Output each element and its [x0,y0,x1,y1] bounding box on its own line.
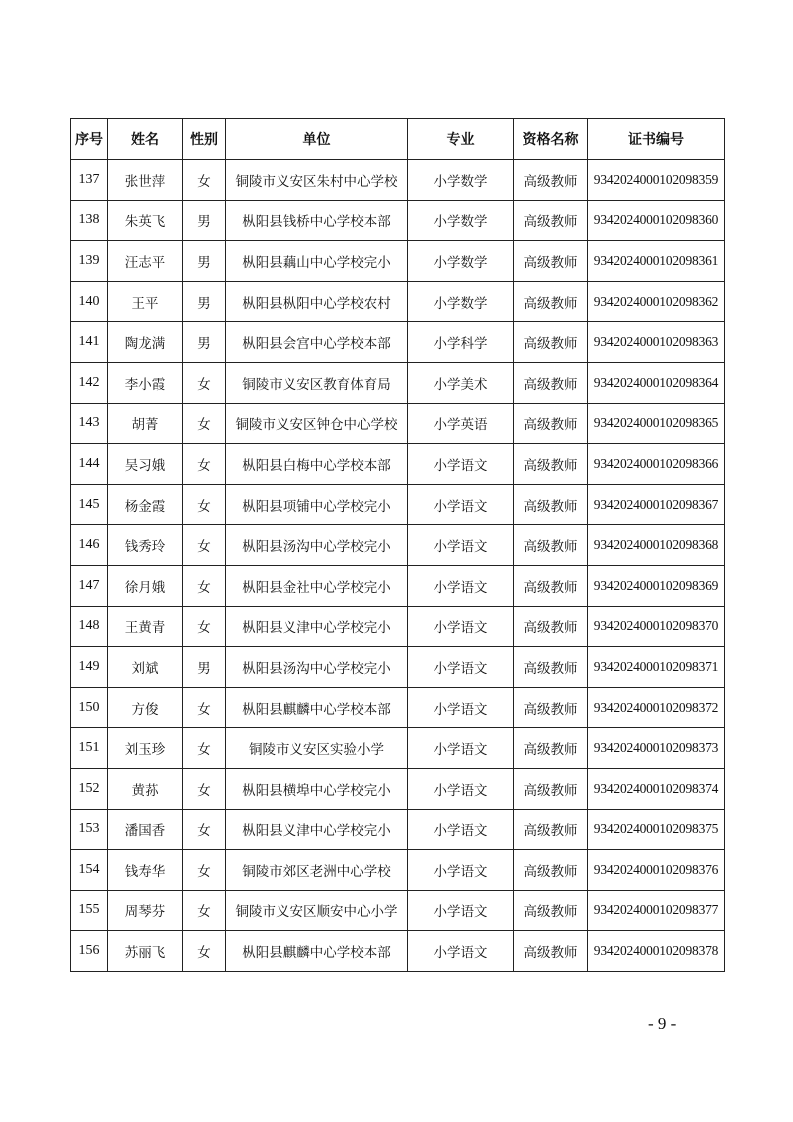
header-gender: 性别 [183,119,226,160]
cell-name: 李小霞 [108,362,183,403]
cell-name: 刘玉珍 [108,728,183,769]
cell-index: 153 [71,809,108,850]
cell-major: 小学语文 [408,606,514,647]
table-row [71,606,725,647]
cell-index: 142 [71,362,108,403]
cell-qualification: 高级教师 [514,850,588,891]
cell-unit: 铜陵市义安区实验小学 [226,728,408,769]
cell-qualification: 高级教师 [514,728,588,769]
cell-name: 刘斌 [108,647,183,688]
cell-name: 徐月娥 [108,565,183,606]
cell-certificate-number: 9342024000102098360 [588,200,725,241]
cell-qualification: 高级教师 [514,484,588,525]
cell-certificate-number: 9342024000102098377 [588,890,725,931]
cell-name: 吴习娥 [108,444,183,485]
cell-index: 139 [71,241,108,282]
cell-qualification: 高级教师 [514,322,588,363]
cell-name: 苏丽飞 [108,931,183,972]
cell-unit: 枞阳县麒麟中心学校本部 [226,687,408,728]
cell-gender: 女 [183,687,226,728]
cell-qualification: 高级教师 [514,200,588,241]
cell-index: 144 [71,444,108,485]
cell-major: 小学语文 [408,647,514,688]
cell-name: 方俊 [108,687,183,728]
cell-index: 154 [71,850,108,891]
cell-index: 155 [71,890,108,931]
table-row [71,728,725,769]
cell-major: 小学数学 [408,160,514,201]
table-row [71,444,725,485]
cell-unit: 铜陵市义安区钟仓中心学校 [226,403,408,444]
cell-gender: 女 [183,362,226,403]
header-name: 姓名 [108,119,183,160]
table-row [71,565,725,606]
cell-certificate-number: 9342024000102098376 [588,850,725,891]
table-row [71,687,725,728]
cell-index: 156 [71,931,108,972]
cell-certificate-number: 9342024000102098375 [588,809,725,850]
cell-gender: 女 [183,728,226,769]
cell-gender: 女 [183,525,226,566]
header-index: 序号 [71,119,108,160]
page-number: - 9 - [648,1014,677,1033]
table-row [71,322,725,363]
cell-unit: 铜陵市义安区顺安中心小学 [226,890,408,931]
cell-major: 小学语文 [408,728,514,769]
cell-major: 小学语文 [408,890,514,931]
cell-qualification: 高级教师 [514,281,588,322]
cell-qualification: 高级教师 [514,444,588,485]
cell-certificate-number: 9342024000102098362 [588,281,725,322]
cell-qualification: 高级教师 [514,241,588,282]
cell-gender: 女 [183,768,226,809]
cell-certificate-number: 9342024000102098368 [588,525,725,566]
cell-unit: 枞阳县麒麟中心学校本部 [226,931,408,972]
cell-certificate-number: 9342024000102098361 [588,241,725,282]
table-row [71,281,725,322]
cell-unit: 枞阳县义津中心学校完小 [226,809,408,850]
cell-index: 140 [71,281,108,322]
cell-unit: 枞阳县横埠中心学校完小 [226,768,408,809]
header-unit: 单位 [226,119,408,160]
cell-unit: 枞阳县金社中心学校完小 [226,565,408,606]
cell-unit: 枞阳县钱桥中心学校本部 [226,200,408,241]
header-row [71,119,725,160]
cell-certificate-number: 9342024000102098372 [588,687,725,728]
cell-certificate-number: 9342024000102098378 [588,931,725,972]
teacher-certificate-table [70,118,725,972]
cell-name: 钱寿华 [108,850,183,891]
cell-qualification: 高级教师 [514,525,588,566]
cell-name: 杨金霞 [108,484,183,525]
cell-unit: 枞阳县项铺中心学校完小 [226,484,408,525]
cell-index: 152 [71,768,108,809]
cell-qualification: 高级教师 [514,403,588,444]
cell-qualification: 高级教师 [514,768,588,809]
cell-unit: 枞阳县义津中心学校完小 [226,606,408,647]
cell-qualification: 高级教师 [514,160,588,201]
cell-gender: 男 [183,200,226,241]
cell-name: 朱英飞 [108,200,183,241]
cell-certificate-number: 9342024000102098359 [588,160,725,201]
cell-qualification: 高级教师 [514,687,588,728]
cell-unit: 枞阳县白梅中心学校本部 [226,444,408,485]
cell-unit: 铜陵市郊区老洲中心学校 [226,850,408,891]
cell-certificate-number: 9342024000102098365 [588,403,725,444]
cell-gender: 男 [183,322,226,363]
cell-certificate-number: 9342024000102098366 [588,444,725,485]
cell-gender: 女 [183,606,226,647]
cell-name: 胡菁 [108,403,183,444]
cell-index: 137 [71,160,108,201]
cell-major: 小学数学 [408,200,514,241]
cell-unit: 铜陵市义安区教育体育局 [226,362,408,403]
cell-index: 146 [71,525,108,566]
cell-major: 小学数学 [408,241,514,282]
cell-index: 150 [71,687,108,728]
cell-name: 王平 [108,281,183,322]
cell-name: 汪志平 [108,241,183,282]
cell-major: 小学语文 [408,687,514,728]
cell-certificate-number: 9342024000102098374 [588,768,725,809]
table-row [71,241,725,282]
cell-gender: 女 [183,565,226,606]
cell-unit: 枞阳县枞阳中心学校农村 [226,281,408,322]
cell-unit: 铜陵市义安区朱村中心学校 [226,160,408,201]
cell-unit: 枞阳县会宫中心学校本部 [226,322,408,363]
cell-index: 143 [71,403,108,444]
cell-unit: 枞阳县汤沟中心学校完小 [226,525,408,566]
cell-major: 小学语文 [408,850,514,891]
cell-index: 148 [71,606,108,647]
cell-major: 小学语文 [408,768,514,809]
cell-name: 黄荪 [108,768,183,809]
cell-qualification: 高级教师 [514,931,588,972]
cell-qualification: 高级教师 [514,809,588,850]
cell-qualification: 高级教师 [514,362,588,403]
table-row [71,160,725,201]
cell-major: 小学科学 [408,322,514,363]
table-row [71,890,725,931]
cell-certificate-number: 9342024000102098367 [588,484,725,525]
cell-certificate-number: 9342024000102098363 [588,322,725,363]
cell-qualification: 高级教师 [514,606,588,647]
cell-major: 小学语文 [408,565,514,606]
cell-gender: 女 [183,444,226,485]
header-certificate-number: 证书编号 [588,119,725,160]
table-row [71,525,725,566]
cell-index: 145 [71,484,108,525]
cell-gender: 女 [183,160,226,201]
cell-index: 141 [71,322,108,363]
cell-certificate-number: 9342024000102098370 [588,606,725,647]
cell-gender: 男 [183,281,226,322]
table-row [71,484,725,525]
table-row [71,200,725,241]
cell-major: 小学语文 [408,931,514,972]
cell-qualification: 高级教师 [514,647,588,688]
cell-gender: 女 [183,931,226,972]
cell-certificate-number: 9342024000102098371 [588,647,725,688]
cell-certificate-number: 9342024000102098364 [588,362,725,403]
cell-qualification: 高级教师 [514,565,588,606]
cell-gender: 女 [183,403,226,444]
cell-name: 周琴芬 [108,890,183,931]
cell-index: 147 [71,565,108,606]
cell-gender: 女 [183,850,226,891]
cell-major: 小学数学 [408,281,514,322]
cell-name: 潘国香 [108,809,183,850]
cell-certificate-number: 9342024000102098369 [588,565,725,606]
table-row [71,647,725,688]
table-row [71,931,725,972]
cell-certificate-number: 9342024000102098373 [588,728,725,769]
cell-index: 138 [71,200,108,241]
cell-name: 王黄青 [108,606,183,647]
cell-major: 小学语文 [408,484,514,525]
cell-index: 151 [71,728,108,769]
cell-gender: 女 [183,809,226,850]
table-row [71,362,725,403]
cell-major: 小学美术 [408,362,514,403]
table-row [71,403,725,444]
cell-major: 小学英语 [408,403,514,444]
header-major: 专业 [408,119,514,160]
cell-gender: 男 [183,241,226,282]
cell-name: 张世萍 [108,160,183,201]
cell-gender: 男 [183,647,226,688]
table-row [71,850,725,891]
cell-qualification: 高级教师 [514,890,588,931]
cell-gender: 女 [183,484,226,525]
cell-unit: 枞阳县藕山中心学校完小 [226,241,408,282]
cell-major: 小学语文 [408,809,514,850]
cell-unit: 枞阳县汤沟中心学校完小 [226,647,408,688]
table-row [71,768,725,809]
cell-major: 小学语文 [408,444,514,485]
cell-name: 陶龙满 [108,322,183,363]
cell-name: 钱秀玲 [108,525,183,566]
cell-gender: 女 [183,890,226,931]
header-qualification: 资格名称 [514,119,588,160]
cell-major: 小学语文 [408,525,514,566]
cell-index: 149 [71,647,108,688]
table-row [71,809,725,850]
